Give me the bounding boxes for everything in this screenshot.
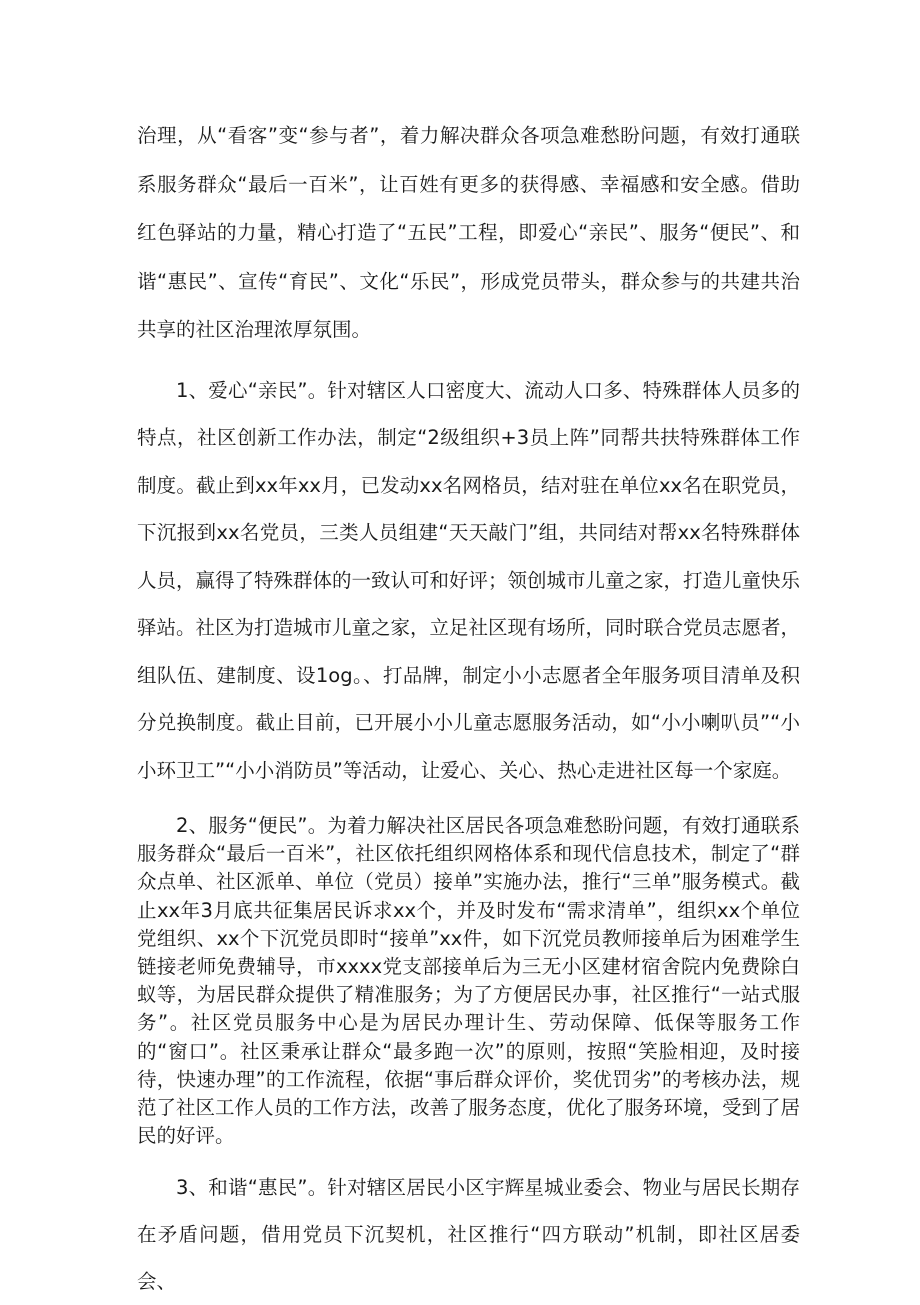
paragraph-intro: 治理，从“看客”变“参与者”，着力解决群众各项急难愁盼问题，有效打通联系服务群众“最后一百米”，让百姓有更多的获得感、幸福感和安全感。借助红色驿站的力量，精心打造了“五民”工程，即爱心“亲民”、服务“便民”、和谐“惠民”、宣传“育民”、文化“乐民”，形成党员带头，群众参与的共建共治共享的社区治理浓厚氛围。 xyxy=(137,124,800,341)
paragraph-section-2: 2、服务“便民”。为着力解决社区居民各项急难愁盼问题，有效打通联系服务群众“最后一百米”，社区依托组织网格体系和现代信息技术，制定了“群众点单、社区派单、单位（党员）接单”实施办法，推行“三单”服务模式。截止xx年3月底共征集居民诉求xx个，并及时发布“需求清单”，组织xx个单位党组织、xx个下沉党员即时“接单”xx件，如下沉党员教师接单后为困难学生链接老师免费辅导，市xxxx党支部接单后为三无小区建材宿舍院内免费除白蚁等，为居民群众提供了精准服务；为了方便居民办事，社区推行“一站式服务”。社区党员服务中心是为居民办理计生、劳动保障、低保等服务工作的“窗口”。社区秉承让群众“最多跑一次”的原则，按照“笑脸相迎，及时接待，快速办理”的工作流程，依据“事后群众评价，奖优罚劣”的考核办法，规范了社区工作人员的工作方法，改善了服务态度，优化了服务环境，受到了居民的好评。 xyxy=(137,814,801,1148)
paragraph-section-1: 1、爱心“亲民”。针对辖区人口密度大、流动人口多、特殊群体人员多的特点，社区创新工作办法，制定“2级组织+3员上阵”同帮共扶特殊群体工作制度。截止到xx年xx月，已发动xx名网格员，结对驻在单位xx名在职党员，下沉报到xx名党员，三类人员组建“天天敲门”组，共同结对帮xx名特殊群体人员，赢得了特殊群体的一致认可和好评；领创城市儿童之家，打造儿童快乐驿站。社区为打造城市儿童之家，立足社区现有场所，同时联合党员志愿者，组队伍、建制度、设1og。、打品牌，制定小小志愿者全年服务项目清单及积分兑换制度。截止目前，已开展小小儿童志愿服务活动，如“小小喇叭员”“小小环卫工”“小小消防员”等活动，让爱心、关心、热心走进社区每一个家庭。 xyxy=(137,378,801,782)
paragraph-section-3: 3、和谐“惠民”。针对辖区居民小区宇辉星城业委会、物业与居民长期存在矛盾问题，借用党员下沉契机，社区推行“四方联动”机制，即社区居委会、 xyxy=(137,1176,800,1294)
